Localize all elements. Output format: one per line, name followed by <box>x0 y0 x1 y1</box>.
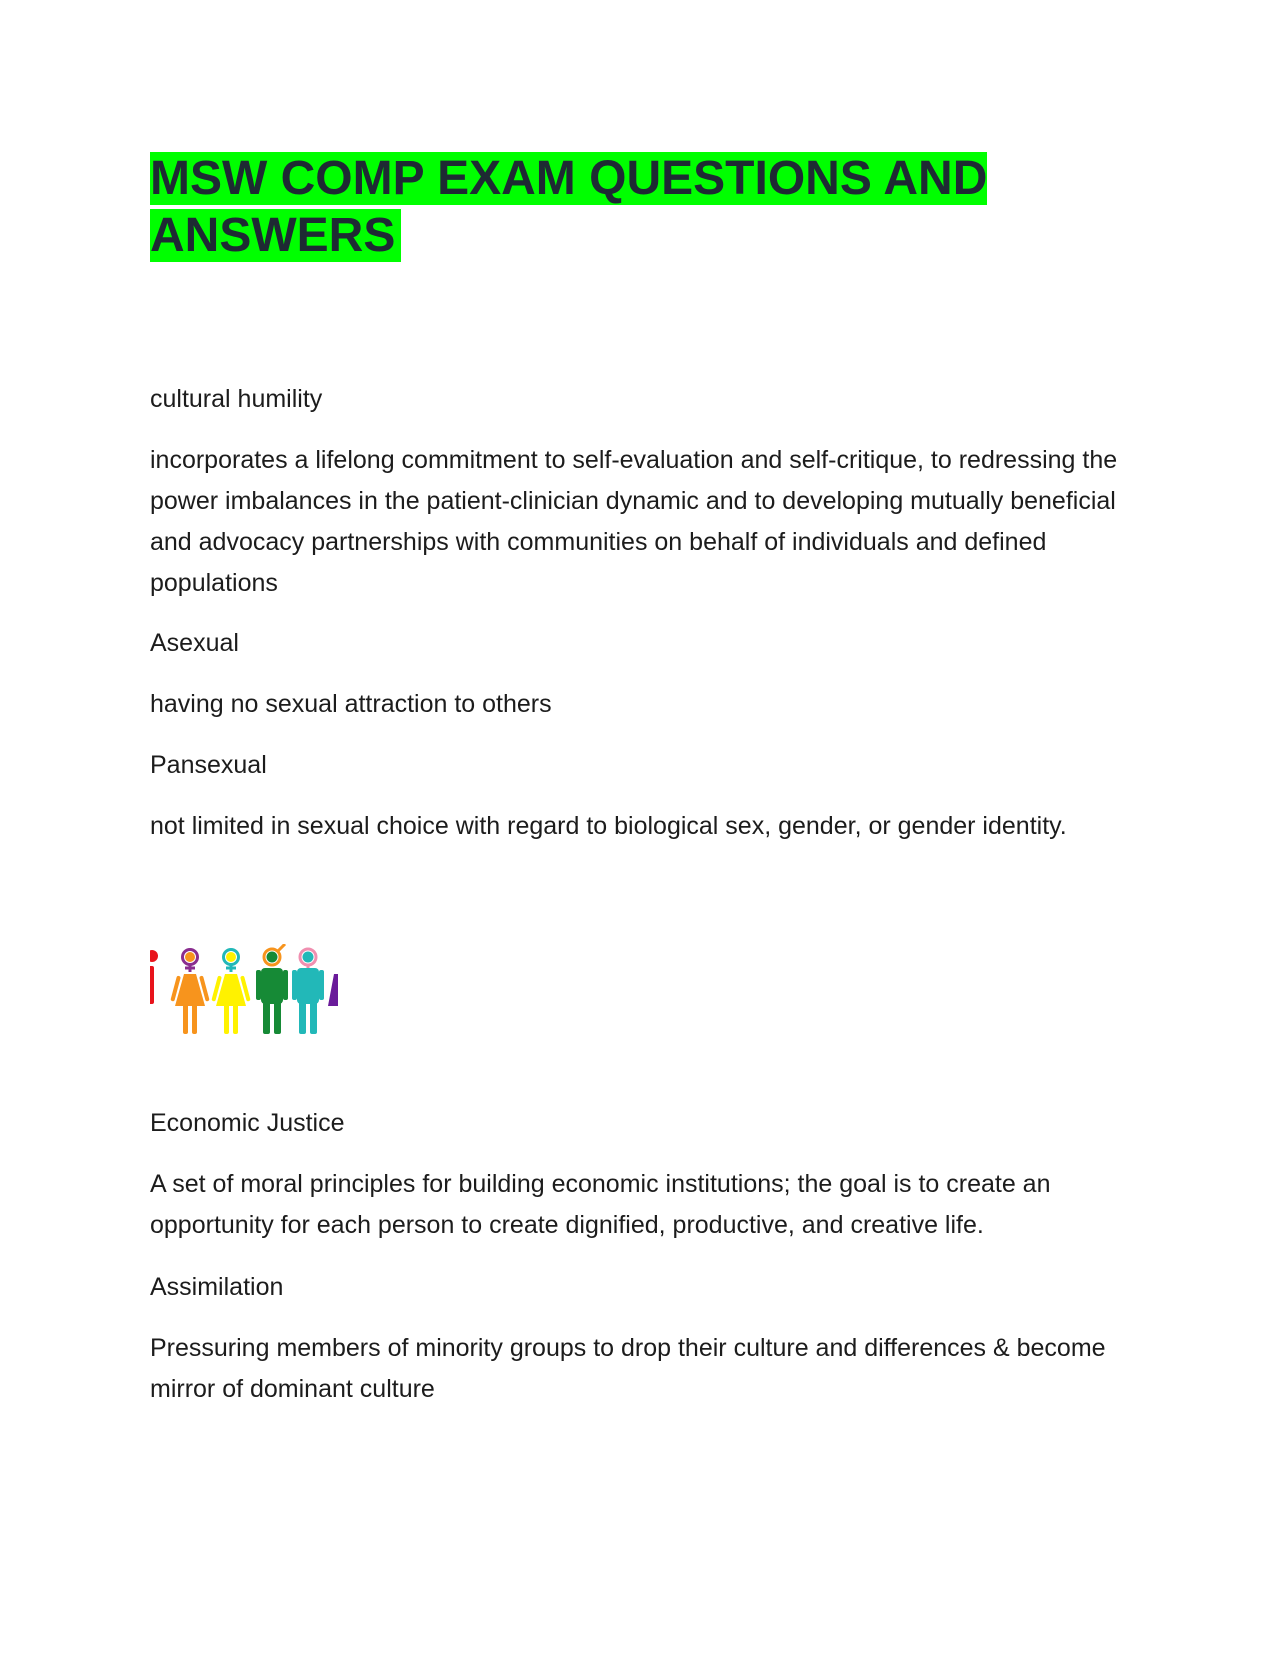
definition-cultural-humility: incorporates a lifelong commitment to self-evaluation and self-critique, to redressing the power imbalances in the patient-clinician dynamic and to developing mutually beneficial and advocacy partnerships with communities on behalf of individuals and defined populations <box>150 446 1118 597</box>
page-title-highlight: MSW COMP EXAM QUESTIONS AND ANSWERS <box>150 152 988 262</box>
term-asexual: Asexual <box>150 629 239 657</box>
person-figure-yellow <box>211 950 250 1035</box>
person-figure-teal <box>292 949 324 1034</box>
gender-diversity-figures-icon <box>150 944 338 1040</box>
definition-assimilation: Pressuring members of minority groups to drop their culture and differences & become mirror of dominant culture <box>150 1334 1106 1403</box>
definition-asexual: having no sexual attraction to others <box>150 690 552 718</box>
person-figure-orange <box>170 950 209 1035</box>
person-figure-purple <box>328 974 338 1006</box>
definition-pansexual: not limited in sexual choice with regard to biological sex, gender, or gender identity. <box>150 812 1067 840</box>
term-economic-justice: Economic Justice <box>150 1109 345 1137</box>
term-cultural-humility: cultural humility <box>150 385 323 413</box>
page-title <box>150 150 1130 264</box>
person-figure-green <box>256 944 288 1034</box>
term-assimilation: Assimilation <box>150 1273 284 1301</box>
term-pansexual: Pansexual <box>150 751 267 779</box>
person-figure-red <box>150 950 158 1034</box>
definition-economic-justice: A set of moral principles for building economic institutions; the goal is to create an opportunity for each person to create dignified, productive, and creative life. <box>150 1170 1051 1239</box>
